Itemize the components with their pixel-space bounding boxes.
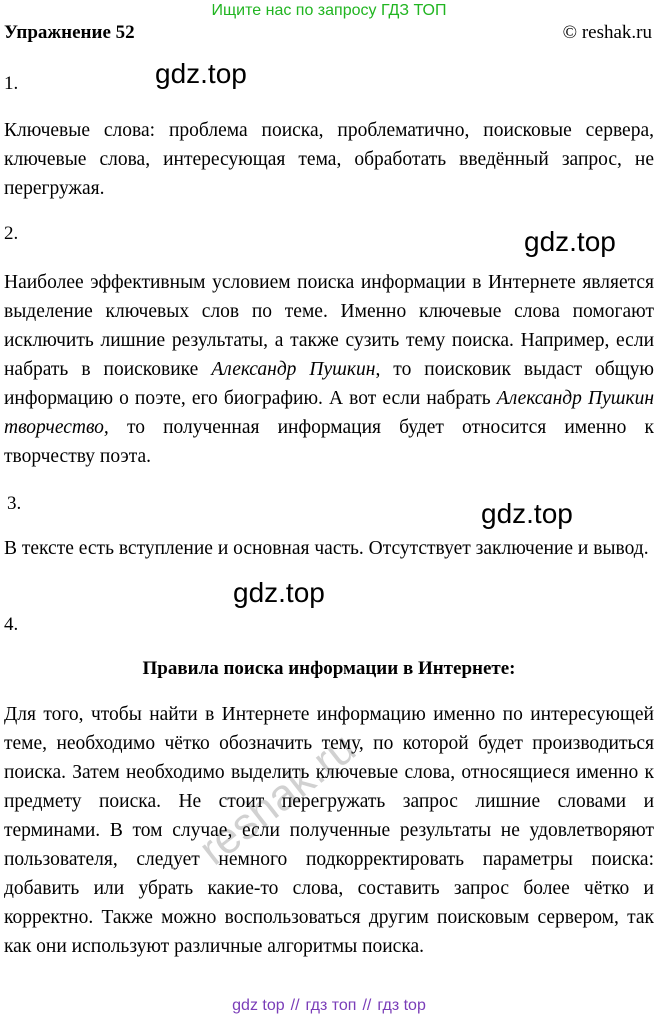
- section-4-heading: Правила поиска информации в Интернете:: [142, 658, 516, 679]
- section-2-text-part-3: то полученная информация будет относится именно к творчеству поэта.: [4, 417, 654, 467]
- section-2-italic-1: Александр Пушкин: [211, 359, 376, 380]
- section-2-text-part-1: Наиболее эффективным условием поиска информации в Интернете является выделение ключевых слов по теме. Именно ключевые слова помогают исключить лишние результаты, а также сузить тему поиска. Например, если набрать в поисковике: [4, 272, 654, 380]
- section-1-number: 1.: [4, 73, 19, 94]
- watermark-1: gdz.top: [155, 58, 247, 89]
- copyright-text: © reshak.ru: [562, 22, 652, 43]
- section-2-italic-2: Александр Пушкин творчество,: [4, 388, 654, 438]
- section-2-number: 2.: [4, 223, 19, 244]
- footer-link-3[interactable]: гдз top: [377, 997, 426, 1014]
- section-4-number: 4.: [4, 614, 19, 635]
- footer-link-2[interactable]: гдз топ: [305, 997, 357, 1014]
- footer-separator: //: [290, 997, 300, 1014]
- watermark-2: gdz.top: [524, 226, 616, 257]
- top-banner: Ищите нас по запросу ГДЗ ТОП: [211, 2, 447, 19]
- watermark-3: gdz.top: [481, 498, 573, 529]
- section-3-text: В тексте есть вступление и основная часть. Отсутствует заключение и вывод.: [4, 538, 649, 559]
- footer-links: [0, 997, 658, 1015]
- section-4-text: Для того, чтобы найти в Интернете информацию именно по интересующей теме, необходимо чётко обозначить тему, по которой будет производиться поиска. Затем необходимо выделить ключевые слова, относящиеся именно к предмету поиска. Не стоит перегружать запрос лишние словами и терминами. В том случае, если полученные результаты не удовлетворяют пользователя, следует немного подкорректировать параметры поиска: добавить или убрать какие-то слова, составить запрос более чётко и корректно. Также можно воспользоваться другим поисковым сервером, так как они используют различные алгоритмы поиска.: [4, 704, 654, 957]
- faint-watermark: reshak.ru: [190, 723, 365, 875]
- section-3-number: 3.: [7, 493, 22, 514]
- section-1-text: Ключевые слова: проблема поиска, проблематично, поисковые сервера, ключевые слова, интересующая тема, обработать введённый запрос, не перегружая.: [4, 120, 654, 199]
- section-2-text: [4, 268, 654, 471]
- watermark-4: gdz.top: [233, 577, 325, 608]
- footer-separator: //: [362, 997, 372, 1014]
- page-title: Упражнение 52: [4, 22, 135, 43]
- section-2-text-part-2: , то поисковик выдаст общую информацию о поэте, его биографию. А вот если набрать: [4, 359, 654, 409]
- footer-link-1[interactable]: gdz top: [232, 997, 285, 1014]
